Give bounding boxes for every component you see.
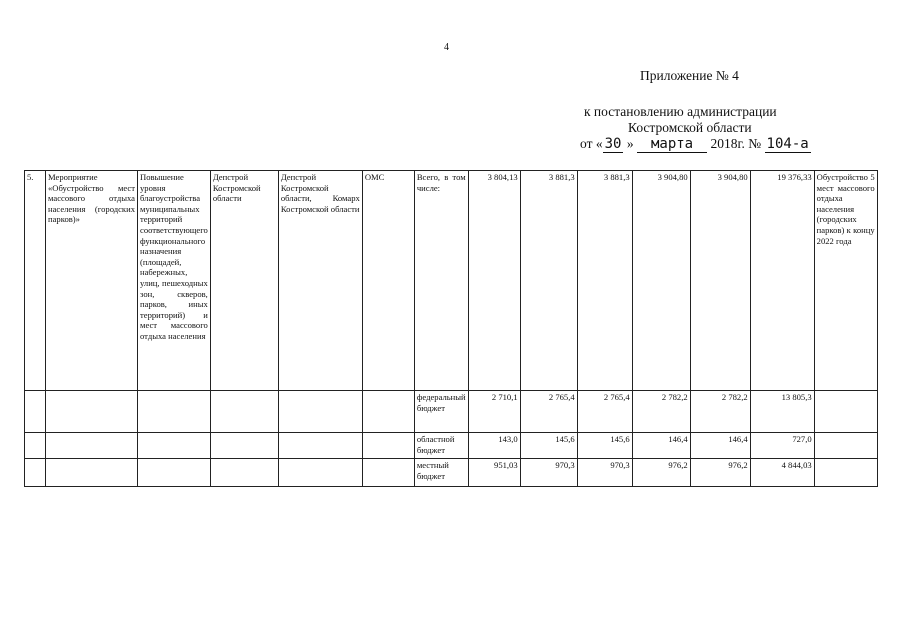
value-2020: 970,3 xyxy=(577,459,632,487)
date-mid: » xyxy=(623,136,634,151)
decree-date-line xyxy=(580,136,811,152)
table-row xyxy=(25,391,878,433)
funding-source: федеральный бюджет xyxy=(414,391,468,433)
funding-source: местный бюджет xyxy=(414,459,468,487)
date-year: 2018г. № xyxy=(710,136,762,151)
decree-line-1: к постановлению администрации xyxy=(584,104,777,119)
value-2019: 970,3 xyxy=(520,459,577,487)
event-name: Мероприятие «Обустройство мест массового отдыха населения (городских парков)» xyxy=(46,171,138,391)
value-2018: 3 804,13 xyxy=(468,171,520,391)
value-2022: 3 904,80 xyxy=(690,171,750,391)
funding-source: Всего, в том числе: xyxy=(414,171,468,391)
value-2018: 143,0 xyxy=(468,433,520,459)
value-total: 4 844,03 xyxy=(750,459,814,487)
value-2021: 2 782,2 xyxy=(632,391,690,433)
value-2021: 3 904,80 xyxy=(632,171,690,391)
value-2021: 146,4 xyxy=(632,433,690,459)
value-2018: 951,03 xyxy=(468,459,520,487)
value-2019: 3 881,3 xyxy=(520,171,577,391)
date-month: марта xyxy=(637,136,707,153)
table-row xyxy=(25,459,878,487)
appendix-title: Приложение № 4 xyxy=(640,68,739,83)
value-2018: 2 710,1 xyxy=(468,391,520,433)
table-row xyxy=(25,171,878,391)
event-description: Повышение уровня благоустройства муниципальных территорий соответствующего функционального назначения (площадей, набережных, улиц, пешеходных зон, скверов, парков, иных территорий) и мест массового отдыха населения xyxy=(138,171,211,391)
expected-result: Обустройство 5 мест массового отдыха населения (городских парков) к концу 2022 года xyxy=(814,171,877,391)
funding-source: областной бюджет xyxy=(414,433,468,459)
value-2022: 146,4 xyxy=(690,433,750,459)
omc: ОМС xyxy=(362,171,414,391)
value-2020: 2 765,4 xyxy=(577,391,632,433)
date-prefix: от « xyxy=(580,136,603,151)
value-2022: 976,2 xyxy=(690,459,750,487)
value-2020: 3 881,3 xyxy=(577,171,632,391)
executor: Депстрой Костромской области xyxy=(210,171,278,391)
date-day: 30 xyxy=(604,136,622,152)
value-2020: 145,6 xyxy=(577,433,632,459)
value-2019: 2 765,4 xyxy=(520,391,577,433)
measures-table xyxy=(24,170,878,487)
value-total: 19 376,33 xyxy=(750,171,814,391)
table-row xyxy=(25,433,878,459)
value-total: 13 805,3 xyxy=(750,391,814,433)
value-2022: 2 782,2 xyxy=(690,391,750,433)
value-2019: 145,6 xyxy=(520,433,577,459)
decree-line-2: Костромской области xyxy=(628,120,752,135)
page-number: 4 xyxy=(444,42,449,53)
decree-number: 104-а xyxy=(766,136,809,152)
participants: Депстрой Костромской области, Комарх Костромской области xyxy=(278,171,362,391)
row-index: 5. xyxy=(25,171,46,391)
value-2021: 976,2 xyxy=(632,459,690,487)
value-total: 727,0 xyxy=(750,433,814,459)
